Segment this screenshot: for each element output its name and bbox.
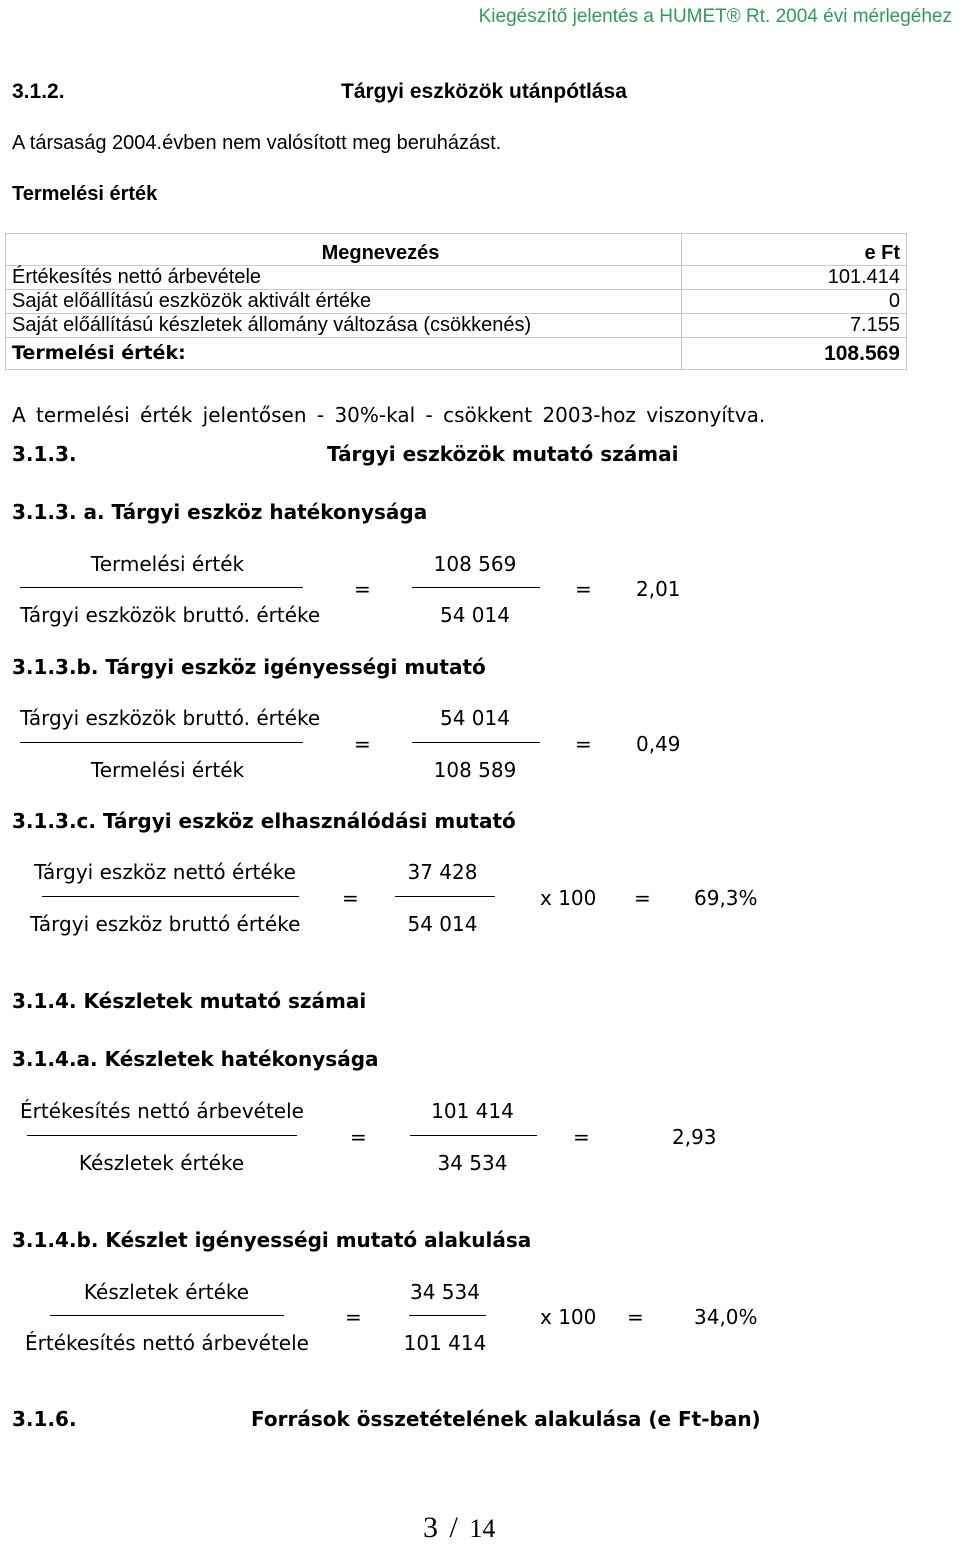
subsection-title-313a: 3.1.3. a. Tárgyi eszköz hatékonysága	[12, 500, 428, 524]
denominator-value: 108 589	[433, 758, 517, 782]
production-table	[5, 233, 907, 370]
equals-sign: =	[354, 577, 371, 601]
production-note: A termelési érték jelentősen - 30%-kal - csökkent 2003-hoz viszonyítva.	[12, 403, 766, 427]
page-current: 3	[423, 1511, 438, 1544]
equals-sign: =	[573, 1125, 590, 1149]
multiplier: x 100	[540, 886, 597, 910]
numerator-label: Termelési érték	[90, 552, 245, 576]
fraction-bar	[409, 1315, 486, 1316]
section-title-312: Tárgyi eszközök utánpótlása	[341, 80, 627, 103]
denominator-label: Tárgyi eszköz bruttó értéke	[30, 912, 301, 936]
col-name-header: Megnevezés	[6, 234, 682, 266]
row-name: Saját előállítású készletek állomány változása (csökkenés)	[6, 314, 682, 338]
section-number-312: 3.1.2.	[12, 80, 65, 103]
col-unit-header: e Ft	[682, 234, 907, 266]
denominator-label: Termelési érték	[90, 758, 245, 782]
denominator-label: Tárgyi eszközök bruttó. értéke	[20, 603, 321, 627]
section-title-316: Források összetételének alakulása (e Ft-ban)	[251, 1407, 761, 1431]
multiplier: x 100	[540, 1305, 597, 1329]
page-total: 14	[469, 1514, 496, 1543]
section-number-313: 3.1.3.	[12, 442, 77, 466]
fraction-bar	[412, 587, 540, 588]
fraction-bar	[412, 742, 540, 743]
numerator-label: Tárgyi eszközök bruttó. értéke	[20, 706, 321, 730]
subsection-title-314a: 3.1.4.a. Készletek hatékonysága	[12, 1047, 379, 1071]
subsection-title-313c: 3.1.3.c. Tárgyi eszköz elhasználódási mutató	[12, 809, 516, 833]
denominator-value: 54 014	[440, 603, 510, 627]
denominator-value: 34 534	[437, 1151, 508, 1175]
page-separator: /	[449, 1511, 458, 1544]
row-value: 7.155	[682, 314, 907, 338]
page-number	[423, 1511, 495, 1545]
fraction-bar	[42, 896, 299, 897]
section-title-313: Tárgyi eszközök mutató számai	[327, 442, 679, 466]
fraction-bar	[395, 896, 495, 897]
equals-sign: =	[354, 732, 371, 756]
fraction-bar	[20, 587, 303, 588]
table-row	[6, 290, 907, 314]
subsection-title-313b: 3.1.3.b. Tárgyi eszköz igényességi mutató	[12, 655, 486, 679]
document-header: Kiegészítő jelentés a HUMET® Rt. 2004 évi mérlegéhez	[478, 6, 952, 27]
numerator-value: 54 014	[440, 706, 510, 730]
row-value: 101.414	[682, 266, 907, 290]
total-value: 108.569	[682, 338, 907, 370]
production-heading: Termelési érték	[12, 183, 158, 205]
result-value: 0,49	[636, 732, 681, 756]
equals-sign: =	[575, 577, 592, 601]
denominator-value: 101 414	[403, 1331, 487, 1355]
equals-sign: =	[345, 1305, 362, 1329]
subsection-title-314b: 3.1.4.b. Készlet igényességi mutató alakulása	[12, 1228, 532, 1252]
table-total-row	[6, 338, 907, 370]
numerator-value: 108 569	[433, 552, 517, 576]
result-value: 2,01	[636, 577, 681, 601]
row-name: Értékesítés nettó árbevétele	[6, 266, 682, 290]
table-row	[6, 314, 907, 338]
result-value: 2,93	[672, 1125, 717, 1149]
equals-sign: =	[342, 886, 359, 910]
numerator-label: Készletek értéke	[83, 1280, 250, 1304]
section-number-316: 3.1.6.	[12, 1407, 77, 1431]
numerator-value: 101 414	[431, 1099, 514, 1123]
numerator-value: 34 534	[410, 1280, 480, 1304]
numerator-value: 37 428	[407, 860, 478, 884]
denominator-label: Értékesítés nettó árbevétele	[25, 1331, 309, 1355]
numerator-label: Tárgyi eszköz nettó értéke	[34, 860, 296, 884]
section-title-314: 3.1.4. Készletek mutató számai	[12, 989, 367, 1013]
equals-sign: =	[350, 1125, 367, 1149]
equals-sign: =	[627, 1305, 644, 1329]
row-name: Saját előállítású eszközök aktivált értéke	[6, 290, 682, 314]
equals-sign: =	[575, 732, 592, 756]
result-value: 34,0%	[694, 1305, 758, 1329]
fraction-bar	[410, 1135, 537, 1136]
denominator-label: Készletek értéke	[78, 1151, 245, 1175]
section-text-312: A társaság 2004.évben nem valósított meg beruházást.	[12, 132, 502, 154]
fraction-bar	[50, 1315, 284, 1316]
table-header-row	[6, 234, 907, 266]
numerator-label: Értékesítés nettó árbevétele	[20, 1099, 304, 1123]
table-row	[6, 266, 907, 290]
row-value: 0	[682, 290, 907, 314]
fraction-bar	[27, 1135, 297, 1136]
equals-sign: =	[634, 886, 651, 910]
total-label: Termelési érték:	[6, 338, 682, 370]
denominator-value: 54 014	[407, 912, 478, 936]
result-value: 69,3%	[694, 886, 758, 910]
fraction-bar	[20, 742, 303, 743]
